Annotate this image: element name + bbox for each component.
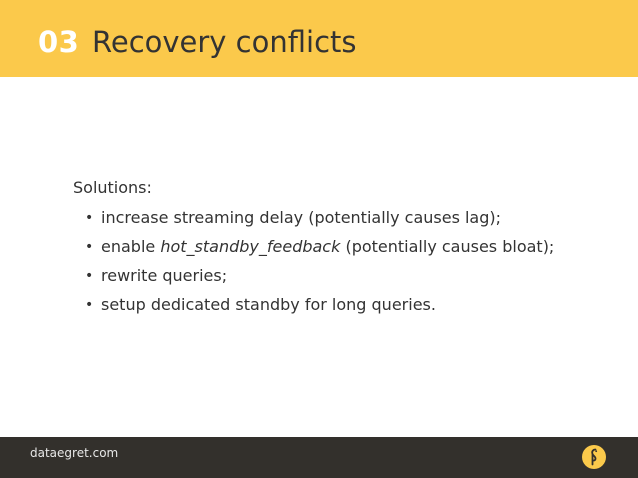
bullet-text: rewrite queries; (101, 266, 228, 285)
bullet-text-prefix: enable (101, 237, 161, 256)
footer-bar (0, 437, 638, 478)
bullet-icon: • (85, 297, 94, 313)
bullet-icon: • (85, 239, 94, 255)
footer-site-text: dataegret.com (30, 446, 119, 460)
bullet-text-emphasis: hot_standby_feedback (160, 237, 341, 256)
solutions-label: Solutions: (73, 178, 152, 197)
header-bar (0, 0, 638, 77)
bullet-text: increase streaming delay (potentially causes lag); (101, 208, 502, 227)
bullet-icon: • (85, 268, 94, 284)
list-item (85, 235, 613, 259)
bullet-icon: • (85, 210, 94, 226)
dataegret-logo-icon (582, 445, 606, 469)
bullet-text-suffix: (potentially causes bloat); (340, 237, 555, 256)
list-item (85, 293, 613, 317)
slide-title: Recovery conflicts (92, 25, 357, 59)
slide-number: 03 (38, 25, 80, 59)
list-item (85, 206, 613, 230)
solutions-list (73, 206, 613, 317)
list-item (85, 264, 613, 288)
bullet-text: setup dedicated standby for long queries. (101, 295, 436, 314)
content-area (73, 176, 613, 322)
